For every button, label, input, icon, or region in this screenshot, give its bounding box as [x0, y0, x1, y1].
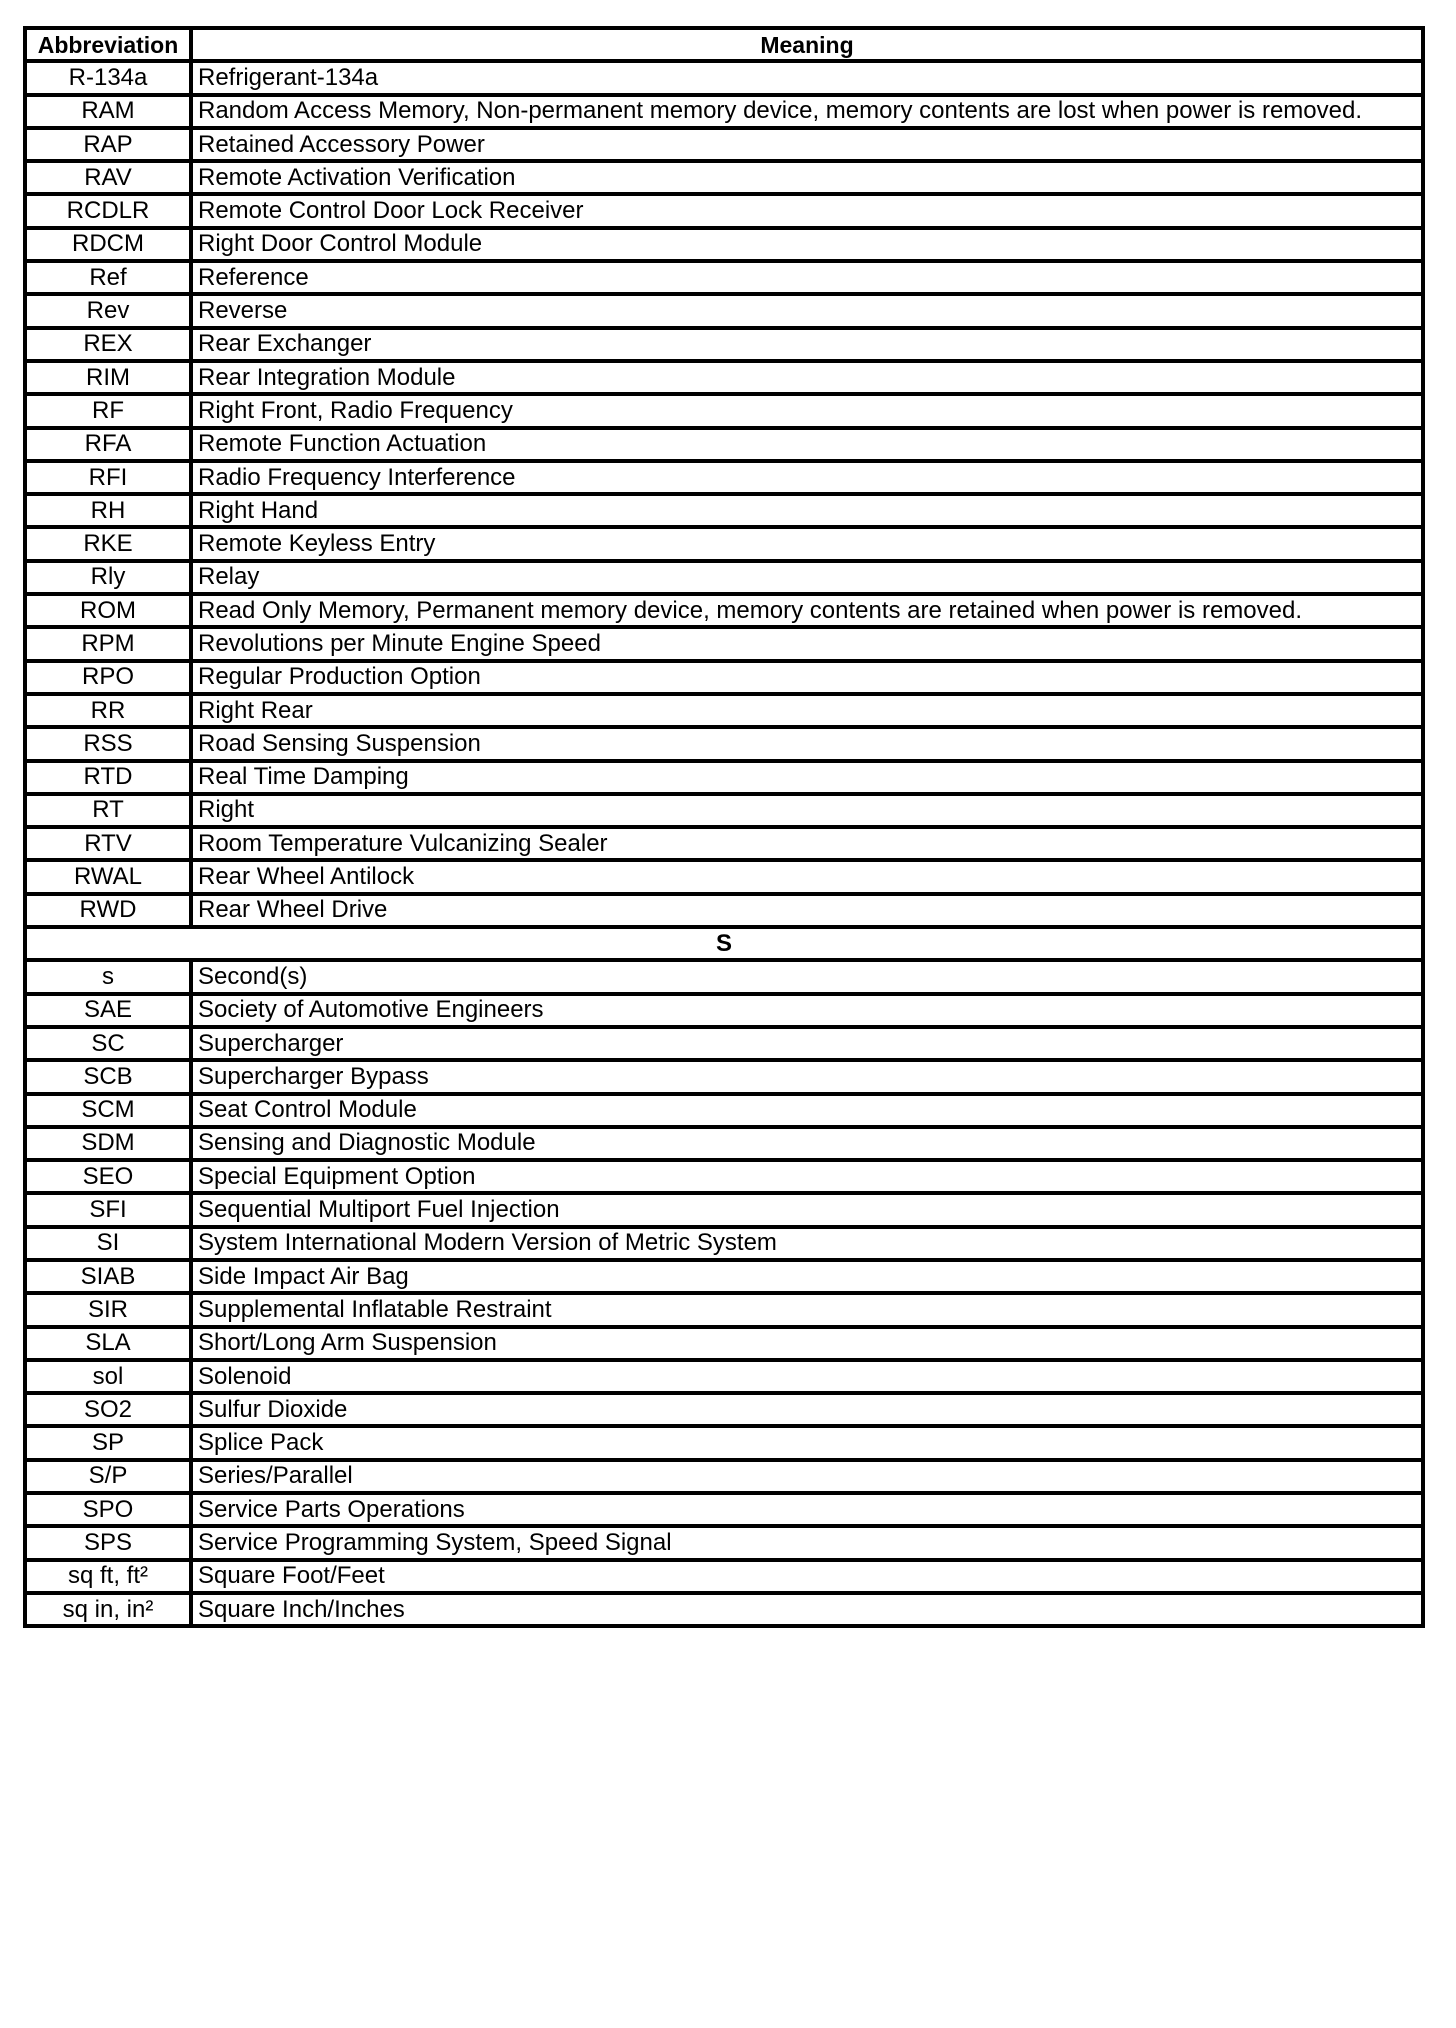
section-letter: S [25, 927, 1423, 960]
meaning-cell: Real Time Damping [191, 761, 1423, 794]
meaning-cell: Right Rear [191, 694, 1423, 727]
meaning-cell: Rear Wheel Antilock [191, 860, 1423, 893]
abbreviation-cell: SC [25, 1027, 191, 1060]
abbreviation-cell: SEO [25, 1160, 191, 1193]
table-row [25, 228, 1423, 261]
table-row [25, 1127, 1423, 1160]
section-header-row [25, 927, 1423, 960]
meaning-cell: Service Programming System, Speed Signal [191, 1526, 1423, 1559]
abbreviation-table [23, 26, 1425, 1628]
meaning-cell: Sequential Multiport Fuel Injection [191, 1193, 1423, 1226]
table-row [25, 394, 1423, 427]
abbreviation-cell: sq ft, ft² [25, 1560, 191, 1593]
meaning-cell: Random Access Memory, Non-permanent memory device, memory contents are lost when power is removed. [191, 95, 1423, 128]
table-row [25, 860, 1423, 893]
table-row [25, 1493, 1423, 1526]
table-row [25, 960, 1423, 993]
meaning-cell: Service Parts Operations [191, 1493, 1423, 1526]
table-body [25, 61, 1423, 1626]
abbreviation-cell: RAP [25, 128, 191, 161]
table-row [25, 328, 1423, 361]
table-row [25, 1560, 1423, 1593]
abbreviation-cell: R-134a [25, 61, 191, 94]
abbreviation-cell: RIM [25, 361, 191, 394]
meaning-cell: Regular Production Option [191, 661, 1423, 694]
meaning-cell: Remote Activation Verification [191, 161, 1423, 194]
abbreviation-cell: SCM [25, 1094, 191, 1127]
abbreviation-cell: SP [25, 1426, 191, 1459]
abbreviation-cell: SDM [25, 1127, 191, 1160]
meaning-cell: Supplemental Inflatable Restraint [191, 1293, 1423, 1326]
meaning-column-header: Meaning [191, 28, 1423, 61]
abbreviation-cell: sq in, in² [25, 1593, 191, 1626]
meaning-cell: Remote Control Door Lock Receiver [191, 194, 1423, 227]
table-row [25, 1393, 1423, 1426]
abbreviation-cell: ROM [25, 594, 191, 627]
table-row [25, 1426, 1423, 1459]
abbreviation-cell: S/P [25, 1460, 191, 1493]
meaning-cell: Retained Accessory Power [191, 128, 1423, 161]
abbreviation-cell: Rev [25, 294, 191, 327]
meaning-cell: Supercharger Bypass [191, 1060, 1423, 1093]
meaning-cell: Right Door Control Module [191, 228, 1423, 261]
meaning-cell: Sensing and Diagnostic Module [191, 1127, 1423, 1160]
meaning-cell: Square Inch/Inches [191, 1593, 1423, 1626]
abbreviation-cell: sol [25, 1360, 191, 1393]
abbreviation-cell: SAE [25, 994, 191, 1027]
table-row [25, 727, 1423, 760]
meaning-cell: Remote Function Actuation [191, 428, 1423, 461]
table-row [25, 794, 1423, 827]
abbreviation-cell: REX [25, 328, 191, 361]
table-row [25, 527, 1423, 560]
abbreviation-column-header: Abbreviation [25, 28, 191, 61]
table-row [25, 594, 1423, 627]
meaning-cell: Square Foot/Feet [191, 1560, 1423, 1593]
meaning-cell: Radio Frequency Interference [191, 461, 1423, 494]
meaning-cell: Second(s) [191, 960, 1423, 993]
table-row [25, 761, 1423, 794]
abbreviation-cell: SPO [25, 1493, 191, 1526]
meaning-cell: Read Only Memory, Permanent memory device, memory contents are retained when power is removed. [191, 594, 1423, 627]
meaning-cell: Special Equipment Option [191, 1160, 1423, 1193]
abbreviation-cell: SFI [25, 1193, 191, 1226]
meaning-cell: Short/Long Arm Suspension [191, 1327, 1423, 1360]
abbreviation-cell: RFI [25, 461, 191, 494]
table-row [25, 294, 1423, 327]
table-row [25, 1460, 1423, 1493]
meaning-cell: Right Front, Radio Frequency [191, 394, 1423, 427]
meaning-cell: Sulfur Dioxide [191, 1393, 1423, 1426]
table-row [25, 994, 1423, 1027]
table-row [25, 1260, 1423, 1293]
abbreviation-cell: RR [25, 694, 191, 727]
meaning-cell: Right Hand [191, 494, 1423, 527]
meaning-cell: Supercharger [191, 1027, 1423, 1060]
table-row [25, 95, 1423, 128]
table-row [25, 661, 1423, 694]
table-row [25, 1293, 1423, 1326]
abbreviation-cell: SCB [25, 1060, 191, 1093]
table-row [25, 1027, 1423, 1060]
meaning-cell: Right [191, 794, 1423, 827]
meaning-cell: Seat Control Module [191, 1094, 1423, 1127]
abbreviation-cell: Rly [25, 561, 191, 594]
meaning-cell: Road Sensing Suspension [191, 727, 1423, 760]
meaning-cell: Solenoid [191, 1360, 1423, 1393]
meaning-cell: Splice Pack [191, 1426, 1423, 1459]
meaning-cell: Room Temperature Vulcanizing Sealer [191, 827, 1423, 860]
table-row [25, 361, 1423, 394]
abbreviation-cell: SIAB [25, 1260, 191, 1293]
meaning-cell: System International Modern Version of Metric System [191, 1227, 1423, 1260]
abbreviation-cell: RWAL [25, 860, 191, 893]
abbreviation-cell: RWD [25, 894, 191, 927]
abbreviation-cell: RFA [25, 428, 191, 461]
table-row [25, 1593, 1423, 1626]
table-row [25, 1060, 1423, 1093]
table-row [25, 1526, 1423, 1559]
abbreviation-cell: RH [25, 494, 191, 527]
abbreviation-cell: RPM [25, 627, 191, 660]
abbreviation-cell: RTV [25, 827, 191, 860]
table-row [25, 461, 1423, 494]
abbreviation-cell: RTD [25, 761, 191, 794]
table-row [25, 1227, 1423, 1260]
abbreviation-cell: SI [25, 1227, 191, 1260]
table-row [25, 1193, 1423, 1226]
meaning-cell: Society of Automotive Engineers [191, 994, 1423, 1027]
table-row [25, 1360, 1423, 1393]
abbreviation-cell: RDCM [25, 228, 191, 261]
table-row [25, 128, 1423, 161]
table-row [25, 494, 1423, 527]
table-row [25, 61, 1423, 94]
table-row [25, 194, 1423, 227]
table-row [25, 1327, 1423, 1360]
abbreviation-cell: SLA [25, 1327, 191, 1360]
abbreviation-cell: RT [25, 794, 191, 827]
meaning-cell: Relay [191, 561, 1423, 594]
meaning-cell: Series/Parallel [191, 1460, 1423, 1493]
table-row [25, 161, 1423, 194]
table-row [25, 428, 1423, 461]
table-row [25, 827, 1423, 860]
table-row [25, 1160, 1423, 1193]
abbreviation-cell: SPS [25, 1526, 191, 1559]
meaning-cell: Remote Keyless Entry [191, 527, 1423, 560]
abbreviation-cell: RAM [25, 95, 191, 128]
abbreviation-cell: RSS [25, 727, 191, 760]
table-row [25, 261, 1423, 294]
abbreviation-cell: RPO [25, 661, 191, 694]
meaning-cell: Side Impact Air Bag [191, 1260, 1423, 1293]
table-row [25, 627, 1423, 660]
table-row [25, 894, 1423, 927]
abbreviation-cell: s [25, 960, 191, 993]
abbreviation-cell: SIR [25, 1293, 191, 1326]
meaning-cell: Revolutions per Minute Engine Speed [191, 627, 1423, 660]
abbreviation-cell: RAV [25, 161, 191, 194]
table-row [25, 1094, 1423, 1127]
meaning-cell: Reverse [191, 294, 1423, 327]
meaning-cell: Rear Exchanger [191, 328, 1423, 361]
meaning-cell: Rear Wheel Drive [191, 894, 1423, 927]
table-header-row [25, 28, 1423, 61]
abbreviation-cell: RCDLR [25, 194, 191, 227]
abbreviation-cell: Ref [25, 261, 191, 294]
abbreviation-cell: RKE [25, 527, 191, 560]
abbreviation-cell: SO2 [25, 1393, 191, 1426]
meaning-cell: Reference [191, 261, 1423, 294]
table-row [25, 561, 1423, 594]
abbreviation-cell: RF [25, 394, 191, 427]
meaning-cell: Refrigerant-134a [191, 61, 1423, 94]
meaning-cell: Rear Integration Module [191, 361, 1423, 394]
table-row [25, 694, 1423, 727]
